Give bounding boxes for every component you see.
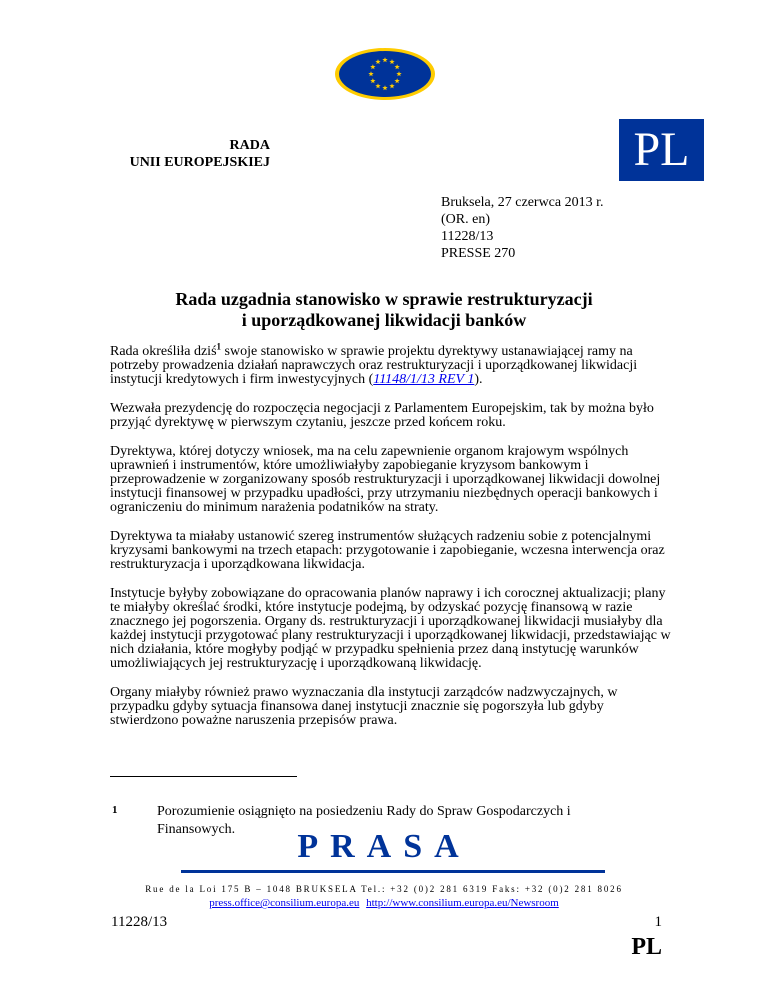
press-office-address: Rue de la Loi 175 B – 1048 BRUKSELA Tel.: +32 (0)2 281 6319 Faks: +32 (0)2 281 8026	[145, 884, 623, 894]
footnote-divider	[110, 776, 297, 777]
press-email-link[interactable]: press.office@consilium.europa.eu	[209, 897, 360, 909]
footer-document-id: 11228/13	[111, 914, 168, 930]
press-divider	[181, 870, 605, 873]
document-number: 11228/13	[441, 229, 494, 244]
paragraph-5: Instytucje byłyby zobowiązane do opracowania planów naprawy i ich corocznej aktualizacji; plany te miałyby określać środki, które instytucje podejmą, by odzyskać pozycję finansową w razie znacznego jej pogorszenia. Organy ds. restrukturyzacji i uporządkowanej likwidacji musiałyby dla każdej instytucji przygotować plany restrukturyzacji i uporządkowanej likwidacji, przedstawiając w nich działania, które mogłyby podjąć w przypadku spełnienia przez daną instytucję warunków umożliwiających jej restrukturyzację i uporządkowaną likwidację.	[110, 586, 671, 671]
press-release-body	[110, 341, 672, 743]
paragraph-1-text: swoje stanowisko w sprawie projektu dyrektywy ustanawiającej ramy na potrzeby prowadzenia działań naprawczych oraz restrukturyzacji i uporządkowanej likwidacji instytucji kredytowych i firm inwestycyjnych (	[110, 344, 638, 387]
contact-links	[0, 897, 768, 910]
eu-council-emblem	[333, 46, 437, 102]
paragraph-4: Dyrektywa ta miałaby ustanowić szereg instrumentów służących radzeniu sobie z potencjalnymi kryzysami bankowymi na trzech etapach: przygotowanie i zapobieganie, wczesna interwencja oraz restrukturyzacja i uporządkowana likwidacja.	[110, 529, 665, 572]
council-name-line1: RADA	[229, 138, 270, 153]
council-name-line2: UNII EUROPEJSKIEJ	[129, 155, 270, 170]
headline-line1: Rada uzgadnia stanowisko w sprawie restrukturyzacji	[175, 289, 593, 309]
council-name	[110, 137, 270, 171]
paragraph-6: Organy miałyby również prawo wyznaczania dla instytucji zarządców nadzwyczajnych, w przypadku gdyby sytuacja finansowa danej instytucji znacznie się pogorszyła lub gdyby stwierdzono poważne naruszenia przepisów prawa.	[110, 685, 618, 728]
paragraph-3: Dyrektywa, której dotyczy wniosek, ma na celu zapewnienie organom krajowym wspólnych uprawnień i instrumentów, które umożliwiałyby zapobieganie kryzysom bankowym i przeprowadzenie w zorganizowany sposób restrukturyzacji i uporządkowanej likwidacji dowolnej instytucji finansowej w przypadku upadłości, przy utrzymaniu niezbędnych operacji bankowych i ograniczeniu do minimum narażenia podatników na straty.	[110, 444, 661, 515]
council-document-link[interactable]: 11148/1/13 REV 1	[373, 372, 475, 387]
language-badge: PL	[619, 119, 704, 181]
page-number: 1	[654, 914, 662, 930]
press-label: PRASA	[297, 828, 471, 865]
paragraph-2: Wezwała prezydencję do rozpoczęcia negocjacji z Parlamentem Europejskim, tak by można było przyjąć dyrektywę w pierwszym czytaniu, jeszcze przed końcem roku.	[110, 401, 654, 430]
footnote-mark: 1	[112, 804, 118, 816]
paragraph-1	[110, 341, 672, 387]
footnote-reference[interactable]: 1	[216, 341, 222, 352]
footer-language-code: PL	[631, 934, 662, 960]
newsroom-link[interactable]: http://www.consilium.europa.eu/Newsroom	[366, 897, 559, 909]
footnote-text: Porozumienie osiągnięto na posiedzeniu Rady do Spraw Gospodarczych i Finansowych.	[157, 804, 571, 837]
document-meta	[441, 194, 604, 262]
place-date: Bruksela, 27 czerwca 2013 r.	[441, 195, 604, 210]
headline-line2: i uporządkowanej likwidacji banków	[241, 310, 527, 330]
press-number: PRESSE 270	[441, 246, 516, 261]
paragraph-1-text-end: ).	[474, 372, 483, 387]
paragraph-1-text-start: Rada określiła dziś	[110, 344, 217, 359]
headline	[100, 289, 668, 331]
original-language: (OR. en)	[441, 212, 490, 227]
